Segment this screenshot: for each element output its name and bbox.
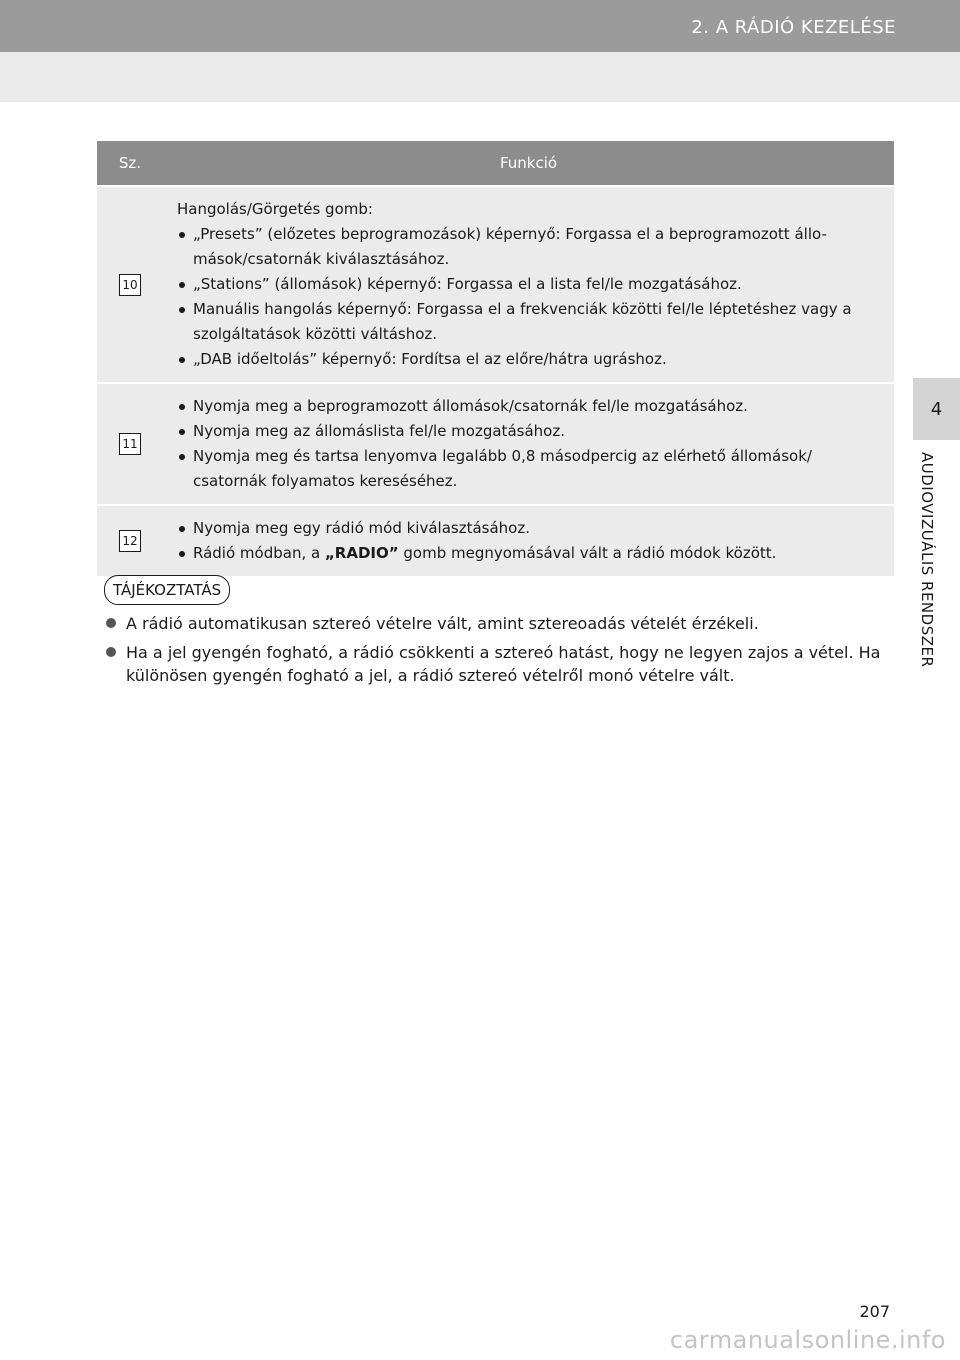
- page-number: 207: [859, 1302, 890, 1321]
- table-row: [97, 505, 894, 576]
- chapter-title: AUDIOVIZUÁLIS RENDSZER: [918, 452, 936, 668]
- info-item: Ha a jel gyengén fogható, a rádió csökkenti a sztereó hatást, hogy ne legyen zajos a vétel. Ha különösen gyengén fogható a jel, a rádió sztereó vételről monó vételre vált.: [104, 641, 894, 687]
- function-table: [97, 141, 894, 576]
- chapter-tab: [913, 378, 960, 440]
- list-item: Nyomja meg és tartsa lenyomva legalább 0,8 másodpercig az elérhető állomások/ csatornák folyamatos kereséséhez.: [177, 444, 876, 494]
- item-text: Rádió módban, a: [193, 544, 325, 562]
- column-header-number: Sz.: [97, 141, 163, 186]
- radio-button-label: „RADIO”: [324, 544, 399, 562]
- list-item: „Presets” (előzetes beprogramozások) képernyő: Forgassa el a beprogramozott állo-mások/csatornák kiválasztásához.: [177, 222, 876, 272]
- column-header-function: Funkció: [163, 141, 894, 186]
- chapter-number: 4: [930, 398, 943, 420]
- header-bar: [0, 0, 960, 52]
- item-number-badge: 12: [119, 530, 141, 552]
- bullet-list: [177, 222, 876, 372]
- table-header-row: [97, 141, 894, 186]
- header-subbar: [0, 52, 960, 102]
- item-number-badge: 10: [119, 274, 141, 296]
- list-item: [177, 541, 876, 566]
- info-list: [104, 612, 894, 693]
- info-item: A rádió automatikusan sztereó vételre vált, amint sztereoadás vételét érzékeli.: [104, 612, 894, 635]
- list-item: „DAB időeltolás” képernyő: Fordítsa el az előre/hátra ugráshoz.: [177, 347, 876, 372]
- list-item: Nyomja meg az állomáslista fel/le mozgatásához.: [177, 419, 876, 444]
- watermark: carmanualsonline.info: [669, 1326, 946, 1354]
- info-label: TÁJÉKOZTATÁS: [104, 575, 230, 605]
- table-row: [97, 383, 894, 505]
- list-item: „Stations” (állomások) képernyő: Forgassa el a lista fel/le mozgatásához.: [177, 272, 876, 297]
- list-item: Manuális hangolás képernyő: Forgassa el a frekvenciák közötti fel/le léptetéshez vagy a szolgáltatások közötti váltáshoz.: [177, 297, 876, 347]
- row-intro: Hangolás/Görgetés gomb:: [177, 200, 373, 218]
- item-text: gomb megnyomásával vált a rádió módok között.: [398, 544, 777, 562]
- table-row: [97, 186, 894, 383]
- bullet-list: [177, 394, 876, 494]
- section-title: 2. A RÁDIÓ KEZELÉSE: [691, 17, 896, 38]
- bullet-list: [177, 516, 876, 566]
- item-number-badge: 11: [119, 433, 141, 455]
- list-item: Nyomja meg a beprogramozott állomások/csatornák fel/le mozgatásához.: [177, 394, 876, 419]
- list-item: Nyomja meg egy rádió mód kiválasztásához.: [177, 516, 876, 541]
